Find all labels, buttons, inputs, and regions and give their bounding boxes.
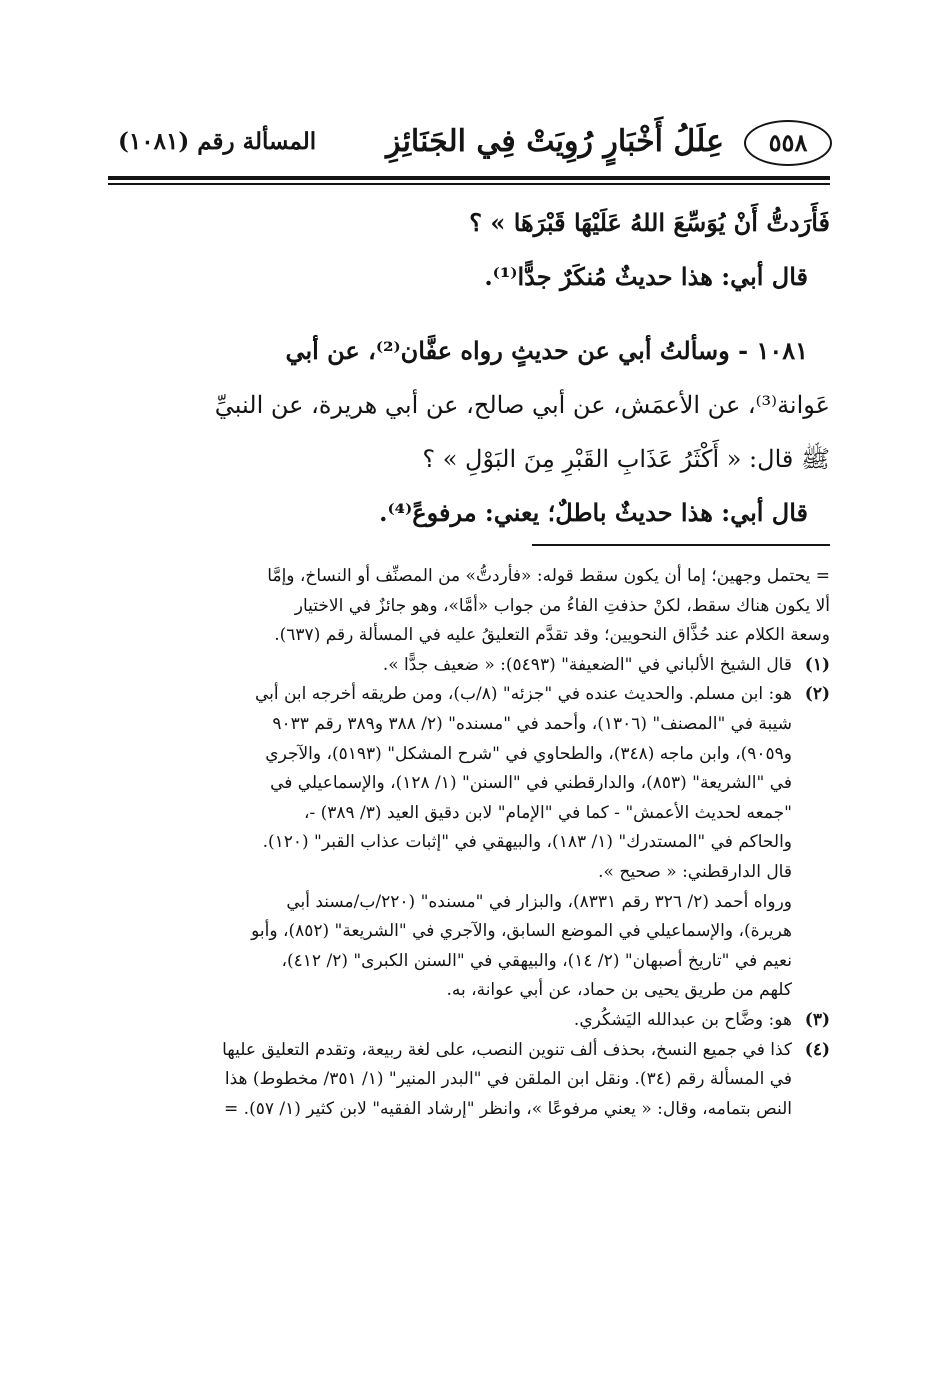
footnote-2-line: قال الدارقطني: « صحيح ». <box>598 861 792 882</box>
footnote-2-line: نعيم في "تاريخ أصبهان" (٢/ ١٤)، والبيهقي في "السنن الكبرى" (٢/ ٤١٢)، <box>281 950 792 971</box>
issue-1081-line-3: ﷺ قال: « أَكْثَرُ عَذَابِ القَبْرِ مِنَ البَوْلِ » ؟ <box>422 445 830 473</box>
footnote-marker: (٤) <box>804 1039 830 1060</box>
page-number: ٥٥٨ <box>744 120 832 166</box>
footnote-2-line: شيبة في "المصنف" (١٣٠٦)، وأحمد في "مسنده" (٢/ ٣٨٨ و٣٨٩ رقم ٩٠٣٣ <box>272 713 792 734</box>
header-rule-thick <box>108 176 830 180</box>
footnote-text: كذا في جميع النسخ، بحذف ألف تنوين النصب، على لغة ربيعة، وتقدم التعليق عليها <box>222 1039 792 1060</box>
book-page <box>108 112 830 1352</box>
footnote-2-line: والحاكم في "المستدرك" (١/ ١٨٣)، والبيهقي في "إثبات عذاب القبر" (١٢٠). <box>262 832 792 853</box>
footnote-separator <box>532 544 830 546</box>
issue-label: المسألة رقم (١٠٨١) <box>118 128 317 155</box>
main-text <box>108 196 830 540</box>
footnote-text: قال الشيخ الألباني في "الضعيفة" (٥٤٩٣): « ضعيف جدًّا ». <box>382 654 792 675</box>
footnote-marker: (٣) <box>804 1009 830 1030</box>
footnote-2-line: "جمعه لحديث الأعمش" - كما في "الإمام" لابن دقيق العيد (٣/ ٣٨٩) -، <box>303 802 792 823</box>
footnote-text: هو: وضَّاح بن عبدالله اليَشكُري. <box>573 1009 792 1030</box>
issue-1081-line-1: ١٠٨١ - وسألتُ أبي عن حديثٍ رواه عفَّان⁽²⁾، عن أبي <box>285 336 808 365</box>
footnote-4-line: في المسألة رقم (٣٤). ونقل ابن الملقن في "البدر المنير" (١/ ٣٥١/ مخطوط) هذا <box>224 1069 792 1090</box>
footnote-1 <box>108 651 830 681</box>
book-title: عِلَلُ أَخْبَارٍ رُوِيَتْ فِي الجَنَائِزِ <box>386 124 724 159</box>
footnote-4 <box>108 1036 830 1066</box>
footnote-2-line: في "الشريعة" (٨٥٣)، والدارقطني في "السنن" (١/ ١٢٨)، والإسماعيلي في <box>270 773 792 794</box>
issue-1081-line-4: قال أبي: هذا حديثٌ باطلٌ؛ يعني: مرفوعً⁽⁴⁾. <box>379 498 808 527</box>
footnote-3 <box>108 1006 830 1036</box>
footnote-2-line: كلهم من طريق يحيى بن حماد، عن أبي عوانة، به. <box>446 980 792 1001</box>
footnote-continuation-line: ألا يكون هناك سقط، لكنْ حذفتِ الفاءُ من جواب «أمَّا»، وهو جائزٌ في الاختيار <box>294 595 830 616</box>
header-rule-thin <box>108 183 830 185</box>
main-line-2: قال أبي: هذا حديثٌ مُنكَرٌ جدًّا⁽¹⁾. <box>484 262 808 291</box>
footnote-2-line: هريرة)، والإسماعيلي في الموضع السابق، والآجري في "الشريعة" (٨٥٢)، وأبو <box>251 921 792 942</box>
footnote-2 <box>108 680 830 710</box>
footnote-marker: (٢) <box>804 684 830 705</box>
issue-1081-line-2: عَوانة⁽³⁾، عن الأعمَش، عن أبي صالح، عن أبي هريرة، عن النبيِّ <box>214 391 830 419</box>
footnote-continuation-line: = يحتمل وجهين؛ إما أن يكون سقط قوله: «فأردتُّ» من المصنِّف أو النساخ، وإمَّا <box>267 566 830 586</box>
main-line-1: فَأَرَدتُّ أَنْ يُوَسِّعَ اللهُ عَلَيْهَا قَبْرَهَا » ؟ <box>469 208 830 237</box>
page-header <box>108 112 830 172</box>
footnote-text: هو: ابن مسلم. والحديث عنده في "جزئه" (٨/ب)، ومن طريقه أخرجه ابن أبي <box>254 684 792 705</box>
footnote-4-line: النص بتمامه، وقال: « يعني مرفوعًا »، وانظر "إرشاد الفقيه" لابن كثير (١/ ٥٧). = <box>224 1098 792 1119</box>
footnote-2-line: ورواه أحمد (٢/ ٣٢٦ رقم ٨٣٣١)، والبزار في "مسنده" (٢٢٠/ب/مسند أبي <box>286 891 792 912</box>
footnote-marker: (١) <box>804 654 830 675</box>
footnote-2-line: و٩٠٥٩)، وابن ماجه (٣٤٨)، والطحاوي في "شرح المشكل" (٥١٩٣)، والآجري <box>265 743 792 764</box>
footnotes <box>108 562 830 1124</box>
footnote-continuation-line: وسعة الكلام عند حُذَّاق النحويين؛ وقد تقدَّم التعليقُ عليه في المسألة رقم (٦٣٧). <box>274 625 830 646</box>
